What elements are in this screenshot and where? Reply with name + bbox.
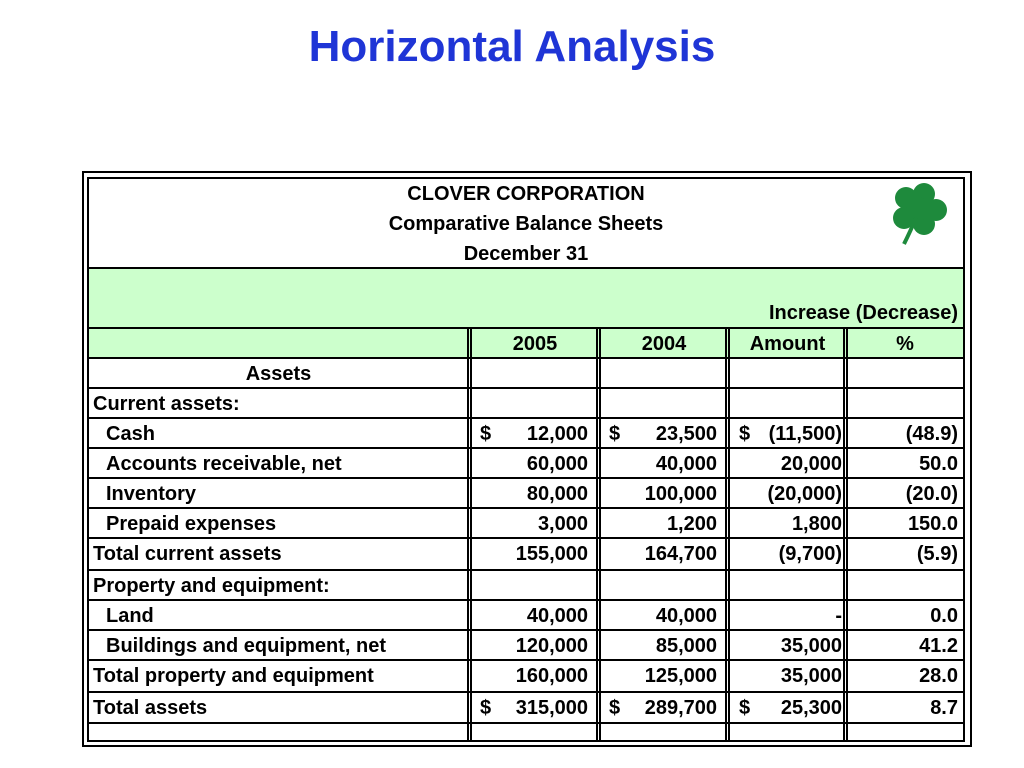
value-pct — [848, 572, 958, 600]
row-divider — [89, 569, 963, 571]
value-amount: (9,700) — [778, 543, 842, 565]
value-2005: 80,000 — [526, 483, 588, 505]
value-2005 — [471, 360, 588, 388]
col-2004-header: 2004 — [641, 333, 687, 355]
row-divider — [89, 722, 963, 724]
value-pct: (5.9) — [916, 543, 958, 565]
clover-icon — [880, 180, 956, 250]
currency-symbol: $ — [480, 423, 492, 445]
currency-symbol: $ — [739, 423, 751, 445]
value-2005: 12,000 — [526, 423, 588, 445]
value-amount: (20,000) — [767, 483, 842, 505]
value-2004: 125,000 — [644, 665, 717, 687]
value-amount — [730, 572, 842, 600]
row-label: Accounts receivable, net — [106, 453, 342, 475]
value-amount: 35,000 — [780, 665, 842, 687]
col-2005-header: 2005 — [512, 333, 558, 355]
increase-decrease-header: Increase (Decrease) — [768, 302, 958, 324]
column-divider — [596, 327, 598, 742]
row-label: Assets — [245, 363, 312, 385]
row-label: Cash — [106, 423, 155, 445]
slide-title: Horizontal Analysis — [308, 22, 716, 71]
value-2005: 120,000 — [515, 635, 588, 657]
value-2004: 40,000 — [655, 453, 717, 475]
value-pct — [848, 360, 958, 388]
value-amount — [730, 360, 842, 388]
value-pct — [848, 390, 958, 418]
statement-date: December 31 — [463, 243, 589, 265]
column-divider — [843, 327, 845, 742]
value-2005: 155,000 — [515, 543, 588, 565]
value-2005: 3,000 — [537, 513, 588, 535]
value-2005: 315,000 — [515, 697, 588, 719]
value-2004 — [600, 390, 717, 418]
column-divider — [725, 327, 727, 742]
row-label: Prepaid expenses — [106, 513, 277, 535]
value-2005: 160,000 — [515, 665, 588, 687]
value-2004: 100,000 — [644, 483, 717, 505]
currency-symbol: $ — [480, 697, 492, 719]
row-label: Land — [106, 605, 154, 627]
value-2004: 40,000 — [655, 605, 717, 627]
value-pct: 50.0 — [919, 453, 958, 475]
currency-symbol: $ — [609, 697, 621, 719]
value-amount — [730, 390, 842, 418]
value-pct: 0.0 — [930, 605, 958, 627]
value-2004 — [600, 360, 717, 388]
col-pct-header: % — [896, 333, 914, 355]
value-2004: 289,700 — [644, 697, 717, 719]
row-divider — [89, 691, 963, 693]
value-2004: 85,000 — [655, 635, 717, 657]
value-pct: 150.0 — [907, 513, 958, 535]
statement-header — [89, 179, 963, 269]
row-label: Current assets: — [93, 393, 240, 415]
row-label: Buildings and equipment, net — [106, 635, 386, 657]
value-2005: 60,000 — [526, 453, 588, 475]
currency-symbol: $ — [739, 697, 751, 719]
row-label: Total current assets — [93, 543, 282, 565]
value-2004: 1,200 — [666, 513, 717, 535]
value-amount: 25,300 — [780, 697, 842, 719]
value-amount: 35,000 — [780, 635, 842, 657]
value-2005: 40,000 — [526, 605, 588, 627]
value-pct: (48.9) — [905, 423, 958, 445]
statement-name: Comparative Balance Sheets — [388, 213, 664, 235]
value-2004 — [600, 572, 717, 600]
subheader-divider — [89, 327, 963, 329]
value-pct: (20.0) — [905, 483, 958, 505]
company-name: CLOVER CORPORATION — [407, 183, 645, 205]
header-divider — [89, 267, 963, 269]
value-pct: 8.7 — [930, 697, 958, 719]
row-label: Total property and equipment — [93, 665, 374, 687]
row-label: Total assets — [93, 697, 208, 719]
value-2005 — [471, 390, 588, 418]
value-pct: 28.0 — [919, 665, 958, 687]
value-amount: 1,800 — [791, 513, 842, 535]
value-2004: 23,500 — [655, 423, 717, 445]
value-amount: - — [835, 605, 842, 627]
value-2005 — [471, 572, 588, 600]
value-2004: 164,700 — [644, 543, 717, 565]
row-label: Inventory — [106, 483, 197, 505]
col-amount-header: Amount — [749, 333, 826, 355]
value-pct: 41.2 — [919, 635, 958, 657]
value-amount: (11,500) — [768, 423, 842, 445]
value-amount: 20,000 — [780, 453, 842, 475]
currency-symbol: $ — [609, 423, 621, 445]
row-label: Property and equipment: — [93, 575, 330, 597]
